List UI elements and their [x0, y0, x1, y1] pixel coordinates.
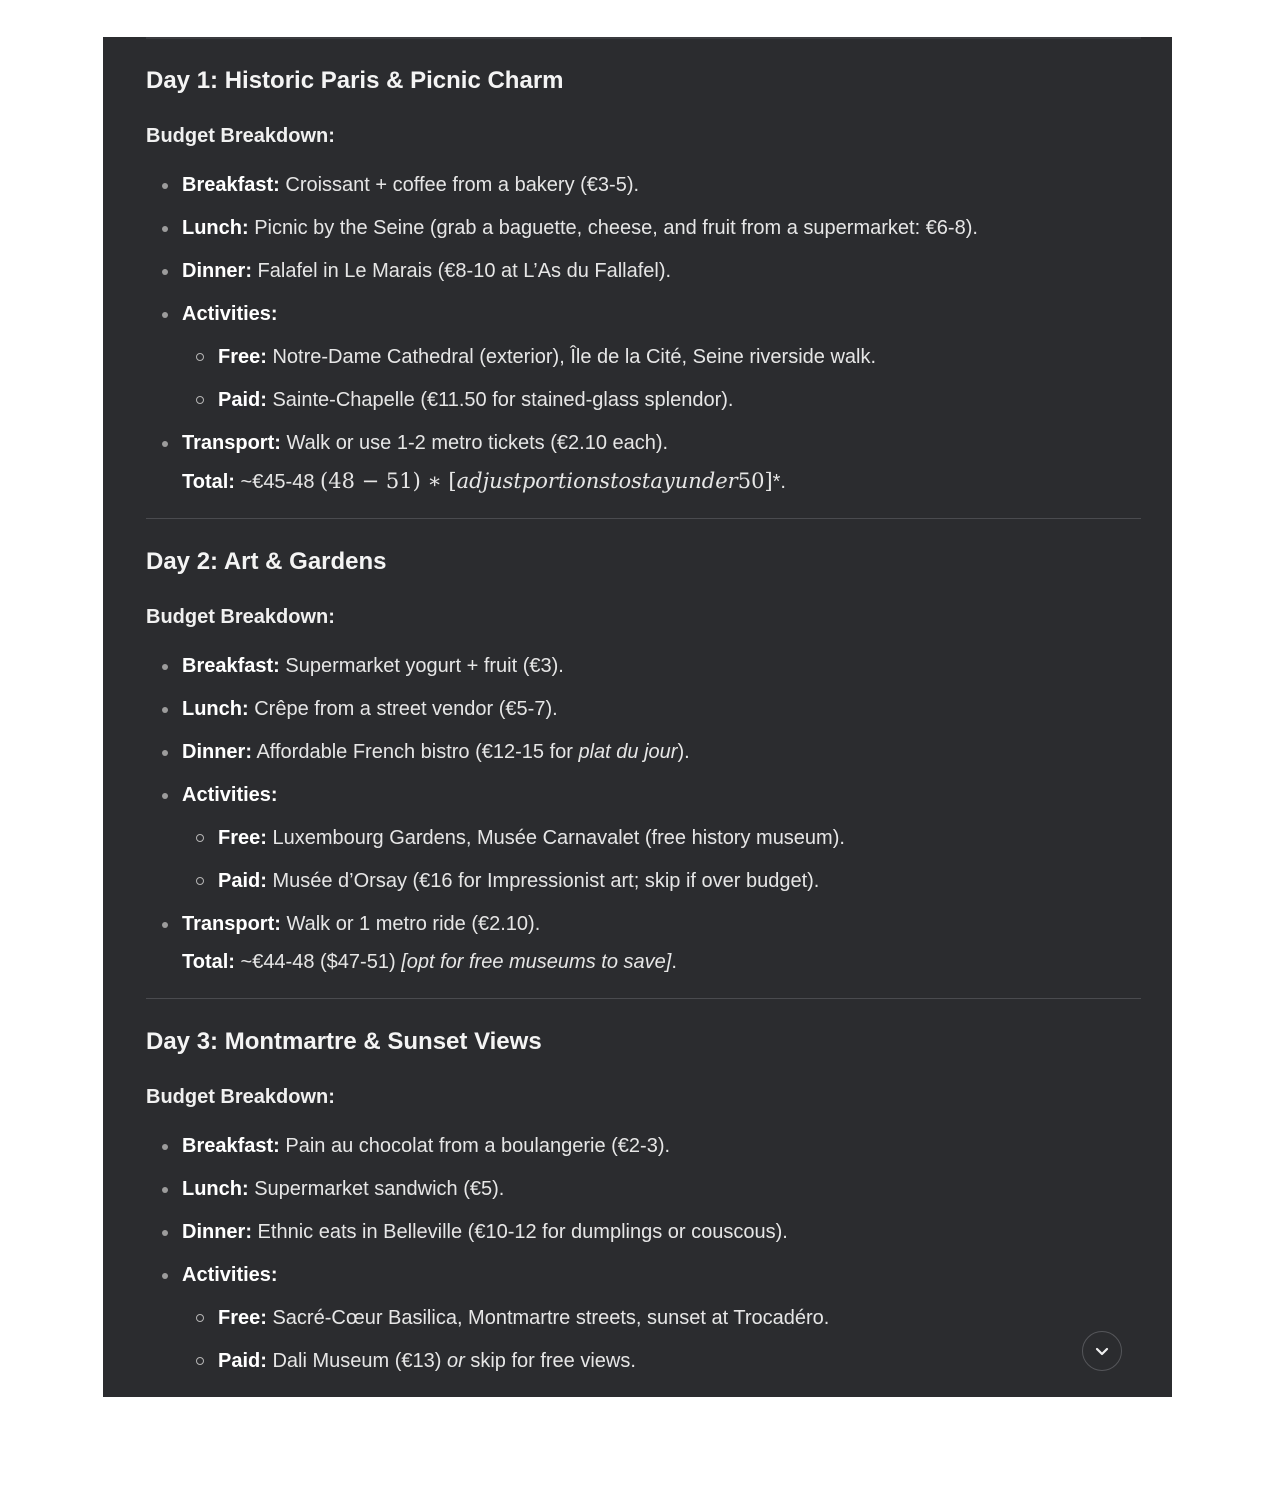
scroll-to-bottom-button[interactable] [1082, 1331, 1122, 1371]
list-item-breakfast: Breakfast: Supermarket yogurt + fruit (€3). [146, 652, 1141, 680]
list-item-breakfast: Breakfast: Pain au chocolat from a boulangerie (€2-3). [146, 1132, 1141, 1160]
activities-list [182, 1304, 1141, 1375]
chat-message-panel [103, 37, 1172, 1397]
math-expression: (48 − 51) ∗ [adjustportionstostayunder50] [320, 469, 773, 493]
list-item-free: Free: Sacré-Cœur Basilica, Montmartre streets, sunset at Trocadéro. [182, 1304, 1141, 1332]
list-item-dinner: Dinner: Falafel in Le Marais (€8-10 at L’As du Fallafel). [146, 257, 1141, 285]
budget-heading: Budget Breakdown: [146, 125, 335, 147]
list-item-paid: Paid: Sainte-Chapelle (€11.50 for stained-glass splendor). [182, 386, 1141, 414]
list-item-lunch: Lunch: Supermarket sandwich (€5). [146, 1175, 1141, 1203]
list-item-transport: Transport: Walk or use 1-2 metro tickets (€2.10 each). [146, 429, 1141, 457]
section-divider [146, 998, 1141, 999]
activities-list [182, 343, 1141, 414]
day-3-section [146, 1027, 1141, 1375]
day-title: Day 3: Montmartre & Sunset Views [146, 1028, 542, 1055]
budget-heading: Budget Breakdown: [146, 606, 335, 628]
chevron-down-icon [1092, 1341, 1112, 1361]
day-total: Total: ~€44-48 ($47-51) [opt for free museums to save]. [182, 951, 677, 973]
budget-list [146, 171, 1141, 457]
activities-list [182, 824, 1141, 895]
list-item-breakfast: Breakfast: Croissant + coffee from a bakery (€3-5). [146, 171, 1141, 199]
budget-heading: Budget Breakdown: [146, 1086, 335, 1108]
day-1-section [146, 66, 1141, 496]
section-divider [146, 518, 1141, 519]
list-item-transport: Transport: Walk or 1 metro ride (€2.10). [146, 910, 1141, 938]
list-item-activities: Activities: Free: Sacré-Cœur Basilica, Montmartre streets, sunset at Trocadéro. Paid: Dali Museum (€13) or skip for free views. [146, 1261, 1141, 1375]
list-item-dinner: Dinner: Ethnic eats in Belleville (€10-12 for dumplings or couscous). [146, 1218, 1141, 1246]
day-title: Day 1: Historic Paris & Picnic Charm [146, 67, 564, 94]
list-item-lunch: Lunch: Picnic by the Seine (grab a baguette, cheese, and fruit from a supermarket: €6-8). [146, 214, 1141, 242]
message-content [146, 66, 1141, 1390]
day-2-section [146, 547, 1141, 976]
list-item-dinner: Dinner: Affordable French bistro (€12-15 for plat du jour). [146, 738, 1141, 766]
list-item-activities: Activities: Free: Notre-Dame Cathedral (exterior), Île de la Cité, Seine riverside walk. Paid: Sainte-Chapelle (€11.50 for stained-glass splendor). [146, 300, 1141, 414]
list-item-lunch: Lunch: Crêpe from a street vendor (€5-7). [146, 695, 1141, 723]
day-title: Day 2: Art & Gardens [146, 548, 387, 575]
list-item-paid: Paid: Musée d’Orsay (€16 for Impressionist art; skip if over budget). [182, 867, 1141, 895]
day-total: Total: ~€45-48 (48 − 51) ∗ [adjustportionstostayunder50]*. [182, 469, 786, 493]
list-item-activities: Activities: Free: Luxembourg Gardens, Musée Carnavalet (free history museum). Paid: Musée d’Orsay (€16 for Impressionist art; skip if over budget). [146, 781, 1141, 895]
list-item-free: Free: Luxembourg Gardens, Musée Carnavalet (free history museum). [182, 824, 1141, 852]
top-divider [146, 37, 1141, 39]
list-item-free: Free: Notre-Dame Cathedral (exterior), Île de la Cité, Seine riverside walk. [182, 343, 1141, 371]
list-item-paid: Paid: Dali Museum (€13) or skip for free views. [182, 1347, 1141, 1375]
budget-list [146, 652, 1141, 938]
budget-list [146, 1132, 1141, 1375]
